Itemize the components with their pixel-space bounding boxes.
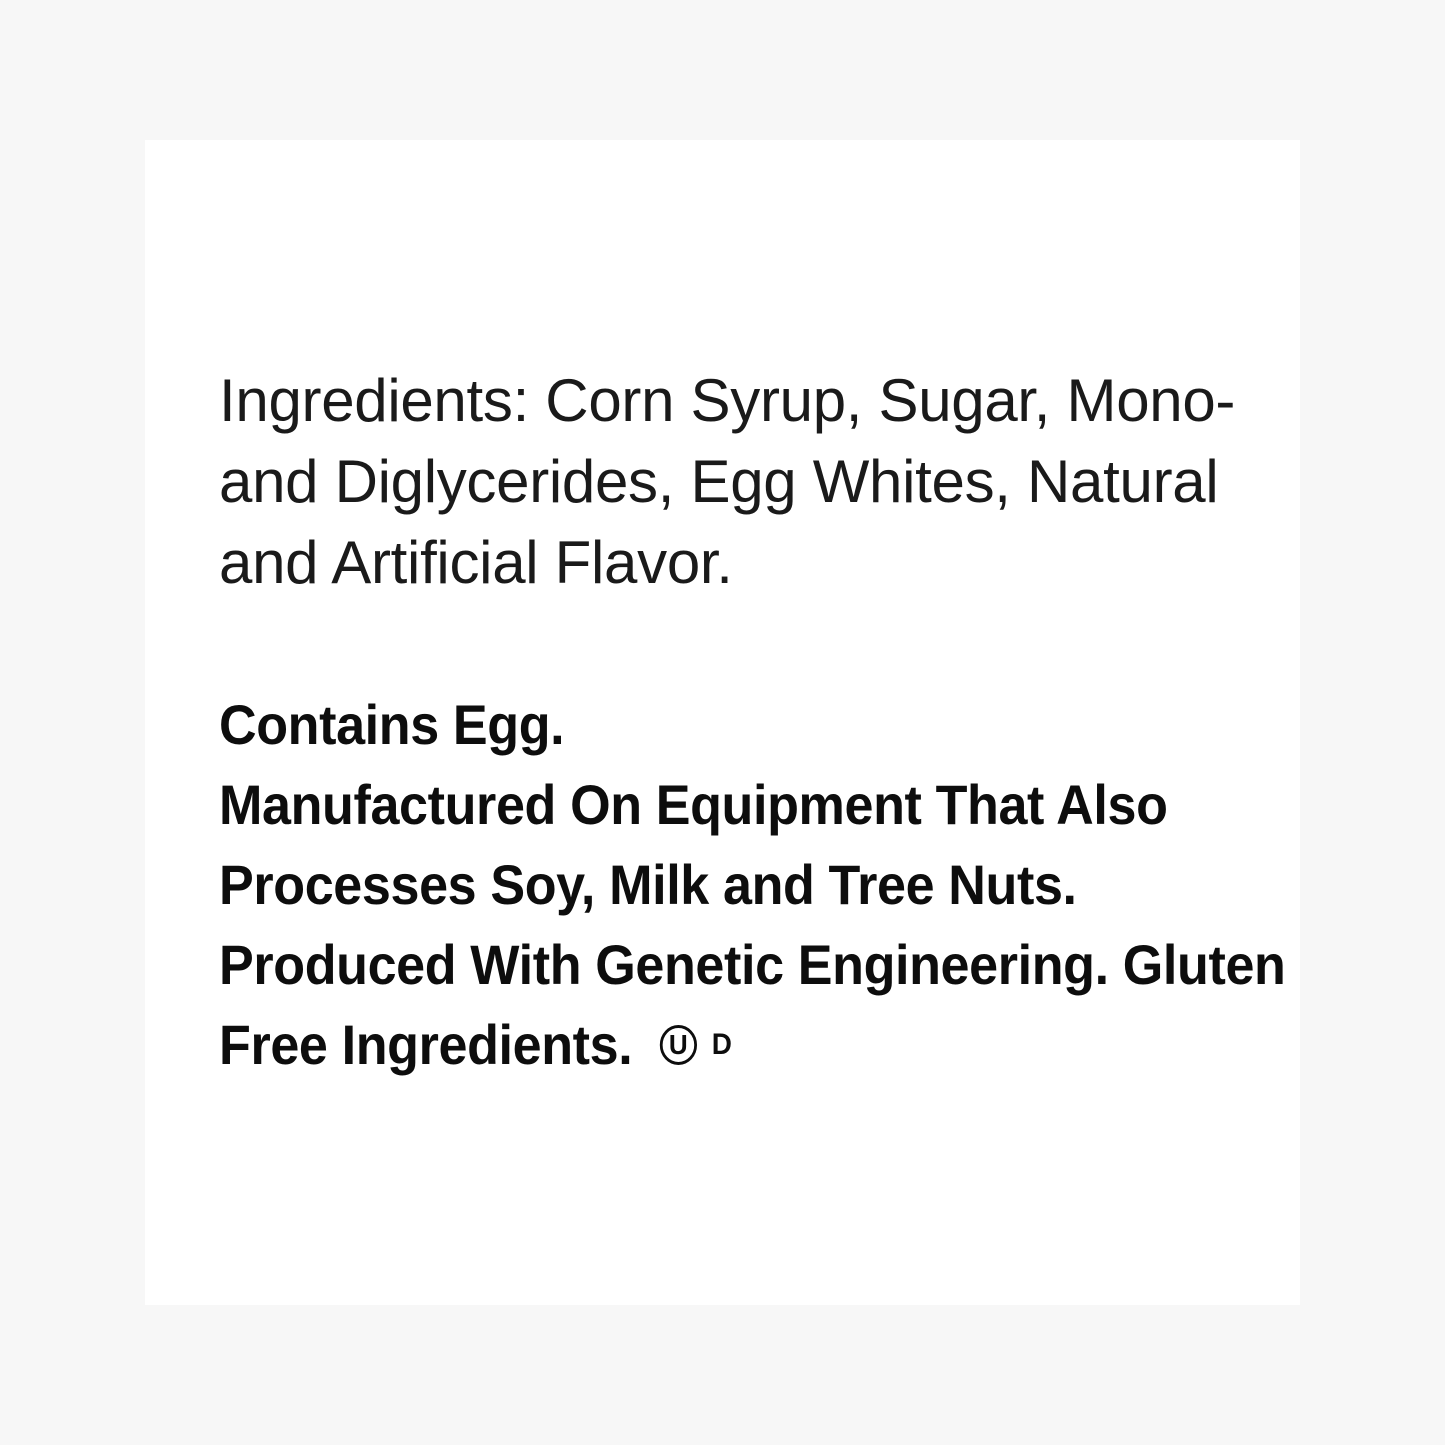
circled-u-icon: U: [659, 1025, 696, 1065]
allergen-statement-section: [219, 685, 1286, 1089]
allergen-line-manufactured-1: Manufactured On Equipment That Also: [219, 773, 1168, 836]
allergen-line-gluten-free-text: Free Ingredients.: [219, 1013, 633, 1076]
dairy-d-letter: D: [711, 1028, 732, 1062]
allergen-line-genetic-engineering: Produced With Genetic Engineering. Gluten: [219, 933, 1286, 996]
allergen-line-gluten-free: [219, 1005, 1177, 1089]
ingredients-text: Ingredients: Corn Syrup, Sugar, Mono- and Diglycerides, Egg Whites, Natural and Artificial Flavor.: [219, 367, 1236, 596]
allergen-line-contains-egg: Contains Egg.: [219, 693, 565, 756]
allergen-line-manufactured-2: Processes Soy, Milk and Tree Nuts.: [219, 853, 1077, 916]
ingredient-label-panel: [145, 140, 1300, 1305]
ingredients-section: [219, 360, 1249, 603]
ou-dairy-kosher-symbol: [659, 1001, 731, 1085]
